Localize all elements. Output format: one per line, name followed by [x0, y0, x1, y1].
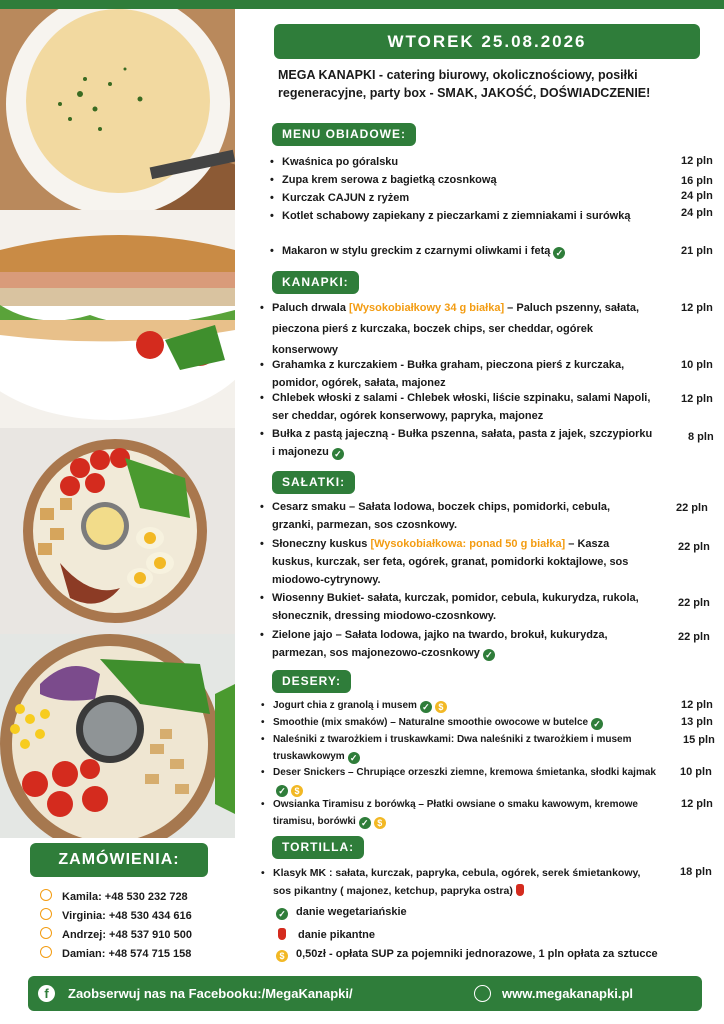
- user-icon: [40, 946, 52, 958]
- item-name: Chlebek włoski z salami - Chlebek włoski, liście szpinaku, salami Napoli, ser cheddar, ogórek konserwowy, papryka, majonez: [272, 392, 651, 422]
- legend-spicy-text: danie pikantne: [298, 929, 376, 941]
- legend-veg-text: danie wegetariańskie: [296, 906, 407, 918]
- item-name: Makaron w stylu greckim z czarnymi oliwkami i fetą: [282, 245, 551, 257]
- desery-item: • Jogurt chia z granolą i musem ✓ $: [273, 697, 663, 714]
- item-name: Jogurt chia z granolą i musem: [273, 700, 417, 711]
- top-bar: [0, 0, 724, 9]
- legend-veg: [276, 906, 407, 920]
- item-price: 12 pln: [681, 393, 713, 405]
- item-name: Kurczak CAJUN z ryżem: [282, 192, 410, 204]
- vegetarian-icon: ✓: [553, 247, 565, 259]
- item-price: 24 pln: [681, 190, 713, 202]
- item-name: Grahamka z kurczakiem - Bułka graham, pieczona pierś z kurczaka, pomidor, ogórek, sałata, majonez: [272, 359, 625, 389]
- website-link[interactable]: www.megakanapki.pl: [502, 986, 634, 1001]
- item-price: 12 pln: [681, 798, 713, 810]
- item-price: 10 pln: [681, 359, 713, 371]
- item-name: Zielone jajo – Sałata lodowa, jajko na twardo, brokuł, kukurydza, parmezan, sos majonezowo-czosnkowy: [272, 629, 608, 659]
- vegetarian-icon: ✓: [276, 785, 288, 797]
- section-kanapki: KANAPKI:: [272, 271, 359, 294]
- menu-item: • Zupa krem serowa z bagietką czosnkową: [270, 174, 497, 186]
- item-name: Smoothie (mix smaków) – Naturalne smoothie owocowe w butelce: [273, 717, 589, 728]
- kanapki-item: • Grahamka z kurczakiem - Bułka graham, pieczona pierś z kurczaka, pomidor, ogórek, sałata, majonez: [260, 359, 625, 389]
- vegetarian-icon: ✓: [348, 752, 360, 764]
- coin-icon: $: [276, 950, 288, 962]
- item-name: Owsianka Tiramisu z borówką – Płatki owsiane o smaku kawowym, kremowe tiramisu, borówki: [273, 799, 638, 827]
- facebook-icon: f: [38, 985, 55, 1002]
- legend-spicy: [276, 928, 375, 941]
- item-desc: – Kasza kuskus, kurczak, ser feta, ogórek, granat, pomidorki koktajlowe, sos miodowo-cytrynowy.: [272, 538, 629, 586]
- salatki-item: • Słoneczny kuskus [Wysokobiałkowa: ponad 50 g białka] – Kasza kuskus, kurczak, ser feta, ogórek, granat, pomidorki koktajlowe, sos miodowo-cytrynowy.: [260, 538, 629, 586]
- desery-item: • Owsianka Tiramisu z borówką – Płatki owsiane o smaku kawowym, kremowe tiramisu, borówki ✓ $: [261, 799, 638, 828]
- section-menu-obiadowe: MENU OBIADOWE:: [272, 123, 416, 146]
- desery-item: • Smoothie (mix smaków) – Naturalne smoothie owocowe w butelce ✓: [273, 714, 663, 731]
- footer-bar: [28, 976, 702, 1011]
- menu-item: • Kotlet schabowy zapiekany z pieczarkami z ziemniakami i surówką: [270, 210, 631, 222]
- item-name: Wiosenny Bukiet- sałata, kurczak, pomidor, cebula, kukurydza, rukola, słonecznik, dressing miodowo-czosnkowy.: [272, 592, 639, 622]
- section-desery: DESERY:: [272, 670, 351, 693]
- kanapki-item: • Paluch drwala [Wysokobiałkowy 34 g białka] – Paluch pszenny, sałata, pieczona pierś z kurczaka, boczek chips, ser cheddar, ogórek konserwowy: [260, 302, 640, 356]
- protein-highlight: [Wysokobiałkowa: ponad 50 g białka]: [370, 538, 566, 550]
- globe-icon: [474, 985, 491, 1002]
- vegetarian-icon: ✓: [483, 649, 495, 661]
- menu-item: • Kwaśnica po góralsku: [270, 156, 399, 168]
- item-name: Cesarz smaku – Sałata lodowa, boczek chips, pomidorki, cebula, grzanki, parmezan, sos czosnkowy.: [272, 501, 611, 531]
- sandwich-photo: [0, 210, 235, 428]
- user-icon: [40, 927, 52, 939]
- tortilla-item: • Klasyk MK : sałata, kurczak, papryka, cebula, ogórek, serek śmietankowy, sos pikantny ( majonez, ketchup, papryka ostra): [261, 867, 641, 897]
- desery-item: • Deser Snickers – Chrupiące orzeszki ziemne, kremowa śmietanka, słodki kajmak✓ $: [261, 767, 656, 796]
- item-price: 12 pln: [681, 699, 713, 711]
- item-name: Kotlet schabowy zapiekany z pieczarkami z ziemniakami i surówką: [282, 210, 631, 222]
- item-price: 22 pln: [678, 541, 710, 553]
- menu-item: • Makaron w stylu greckim z czarnymi oliwkami i fetą ✓: [282, 242, 662, 260]
- chili-icon: [516, 884, 524, 896]
- item-price: 21 pln: [681, 245, 713, 257]
- coin-icon: $: [291, 785, 303, 797]
- kanapki-item: • Bułka z pastą jajeczną - Bułka pszenna, sałata, pasta z jajek, szczypiorku i majonezu ✓: [260, 428, 653, 459]
- item-name: Klasyk MK : sałata, kurczak, papryka, cebula, ogórek, serek śmietankowy, sos pikantny ( majonez, ketchup, papryka ostra): [273, 867, 641, 897]
- contact-text: Damian: +48 574 715 158: [62, 948, 192, 960]
- section-salatki: SAŁATKI:: [272, 471, 355, 494]
- item-name: Naleśniki z twarożkiem i truskawkami: Dwa naleśniki z twarożkiem i musem truskawkowym: [273, 734, 632, 762]
- coin-icon: $: [435, 701, 447, 713]
- legend-sup: [276, 948, 658, 962]
- item-price: 22 pln: [678, 631, 710, 643]
- vegetarian-icon: ✓: [332, 448, 344, 460]
- intro-text: MEGA KANAPKI - catering biurowy, okolicznościowy, posiłki regeneracyjne, party box - SMAK, JAKOŚĆ, DOŚWIADCZENIE!: [278, 68, 651, 100]
- salatki-item: • Wiosenny Bukiet- sałata, kurczak, pomidor, cebula, kukurydza, rukola, słonecznik, dressing miodowo-czosnkowy.: [260, 592, 639, 622]
- salad-bowl-photo: [0, 428, 235, 634]
- item-name: Zupa krem serowa z bagietką czosnkową: [282, 174, 497, 186]
- contact-virginia[interactable]: [40, 908, 192, 922]
- item-price: 22 pln: [676, 502, 708, 514]
- vegetarian-icon: ✓: [359, 817, 371, 829]
- salatki-item: • Cesarz smaku – Sałata lodowa, boczek chips, pomidorki, cebula, grzanki, parmezan, sos czosnkowy.: [260, 501, 611, 531]
- salatki-item: • Zielone jajo – Sałata lodowa, jajko na twardo, brokuł, kukurydza, parmezan, sos majonezowo-czosnkowy ✓: [260, 629, 608, 660]
- chili-icon: [278, 928, 286, 940]
- item-price: 13 pln: [681, 716, 713, 728]
- date-title: WTOREK 25.08.2026: [274, 24, 700, 59]
- item-price: 12 pln: [681, 155, 713, 167]
- item-name: Deser Snickers – Chrupiące orzeszki ziemne, kremowa śmietanka, słodki kajmak: [273, 767, 656, 778]
- protein-highlight: [Wysokobiałkowy 34 g białka]: [349, 302, 505, 314]
- desery-item: • Naleśniki z twarożkiem i truskawkami: Dwa naleśniki z twarożkiem i musem truskawkowym ✓: [261, 734, 632, 763]
- legend-sup-text: 0,50zł - opłata SUP za pojemniki jednorazowe, 1 pln opłata za sztucce: [296, 948, 658, 960]
- item-price: 18 pln: [680, 866, 712, 878]
- menu-item: • Kurczak CAJUN z ryżem: [270, 192, 410, 204]
- bowl-photo: [0, 634, 235, 838]
- contact-text: Kamila: +48 530 232 728: [62, 891, 188, 903]
- soup-photo: [0, 9, 235, 210]
- contact-kamila[interactable]: [40, 889, 188, 903]
- item-name: Paluch drwala: [272, 302, 346, 314]
- contact-text: Andrzej: +48 537 910 500: [62, 929, 192, 941]
- item-price: 10 pln: [680, 766, 712, 778]
- vegetarian-icon: ✓: [420, 701, 432, 713]
- item-price: 8 pln: [688, 431, 714, 443]
- item-name: Bułka z pastą jajeczną - Bułka pszenna, sałata, pasta z jajek, szczypiorku i majonezu: [272, 428, 653, 458]
- contact-damian[interactable]: [40, 946, 191, 960]
- facebook-link[interactable]: Zaobserwuj nas na Facebooku:/MegaKanapki/: [68, 986, 353, 1001]
- item-name: Słoneczny kuskus: [272, 538, 368, 550]
- vegetarian-icon: ✓: [276, 908, 288, 920]
- item-price: 24 pln: [681, 207, 713, 219]
- vegetarian-icon: ✓: [591, 718, 603, 730]
- item-price: 15 pln: [683, 734, 715, 746]
- coin-icon: $: [374, 817, 386, 829]
- zamowienia-title: ZAMÓWIENIA:: [30, 843, 208, 877]
- section-tortilla: TORTILLA:: [272, 836, 364, 859]
- item-price: 22 pln: [678, 597, 710, 609]
- contact-text: Virginia: +48 530 434 616: [62, 910, 192, 922]
- item-price: 12 pln: [681, 302, 713, 314]
- user-icon: [40, 908, 52, 920]
- item-name: Kwaśnica po góralsku: [282, 156, 399, 168]
- kanapki-item: • Chlebek włoski z salami - Chlebek włoski, liście szpinaku, salami Napoli, ser cheddar, ogórek konserwowy, papryka, majonez: [260, 392, 651, 422]
- item-desc: – Paluch pszenny, sałata, pieczona pierś z kurczaka, boczek chips, ser cheddar, ogórek konserwowy: [272, 302, 640, 356]
- item-price: 16 pln: [681, 175, 713, 187]
- contact-andrzej[interactable]: [40, 927, 192, 941]
- user-icon: [40, 889, 52, 901]
